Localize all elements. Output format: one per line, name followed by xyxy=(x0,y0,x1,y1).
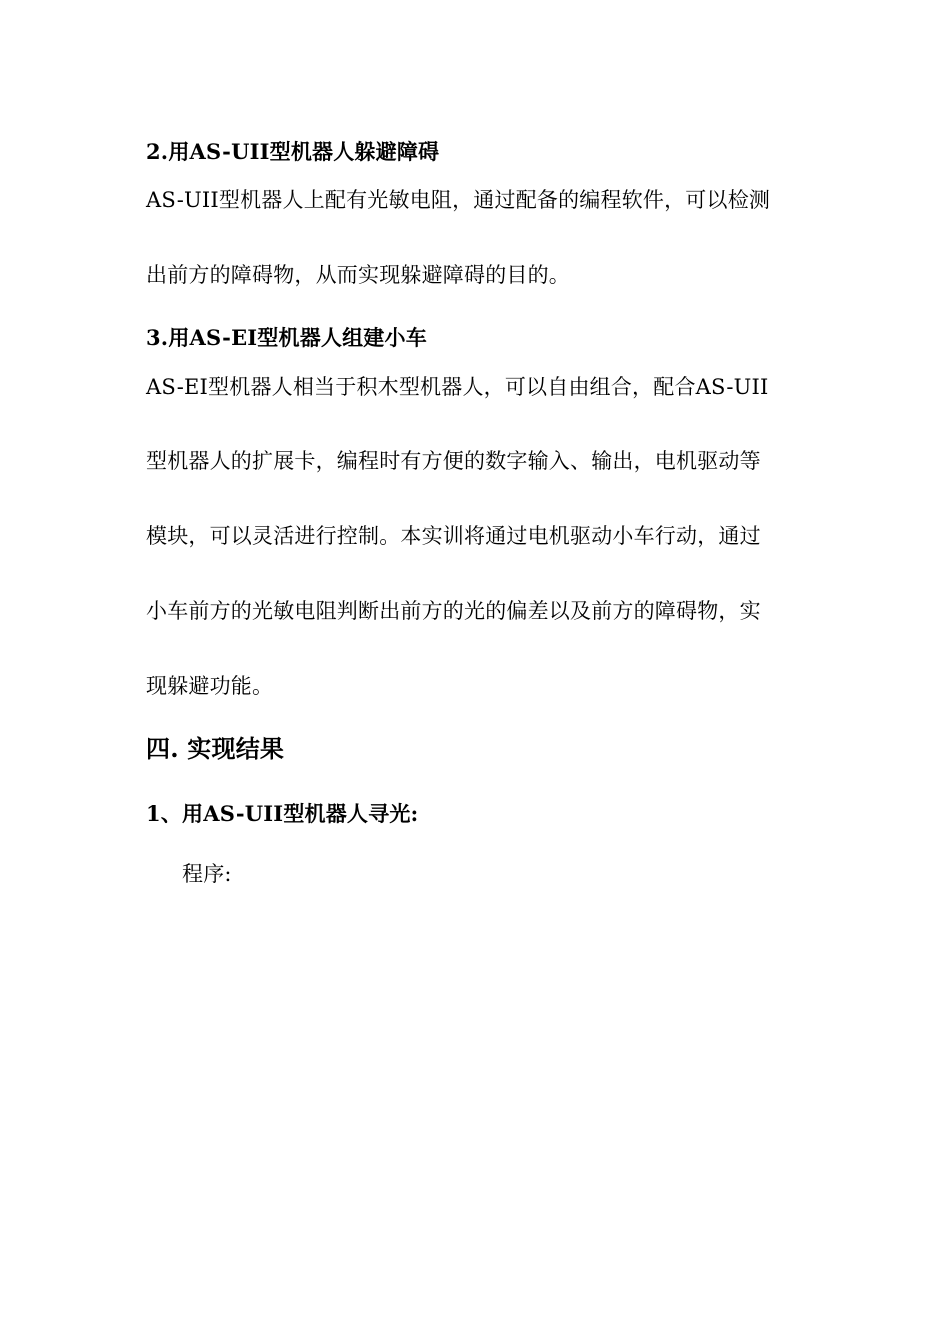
section-3-paragraph-line-3: 模块，可以灵活进行控制。本实训将通过电机驱动小车行动，通过 xyxy=(146,524,761,548)
section-3-paragraph-line-1: AS-EI型机器人相当于积木型机器人，可以自由组合，配合AS-UII xyxy=(146,375,769,399)
section-3-paragraph-line-5: 现躲避功能。 xyxy=(146,674,274,698)
section-2-heading: 2.用AS-UII型机器人躲避障碍 xyxy=(146,139,440,164)
subsection-1-heading: 1、用AS-UII型机器人寻光: xyxy=(146,801,419,826)
section-3-heading: 3.用AS-EI型机器人组建小车 xyxy=(146,325,427,350)
section-2-paragraph-line-2: 出前方的障碍物，从而实现躲避障碍的目的。 xyxy=(146,263,570,287)
program-label: 程序: xyxy=(182,862,232,886)
section-4-heading: 四. 实现结果 xyxy=(146,734,285,763)
section-3-paragraph-line-4: 小车前方的光敏电阻判断出前方的光的偏差以及前方的障碍物，实 xyxy=(146,599,761,623)
section-2-paragraph-line-1: AS-UII型机器人上配有光敏电阻，通过配备的编程软件，可以检测 xyxy=(146,188,771,212)
section-3-paragraph-line-2: 型机器人的扩展卡，编程时有方便的数字输入、输出，电机驱动等 xyxy=(146,449,761,473)
